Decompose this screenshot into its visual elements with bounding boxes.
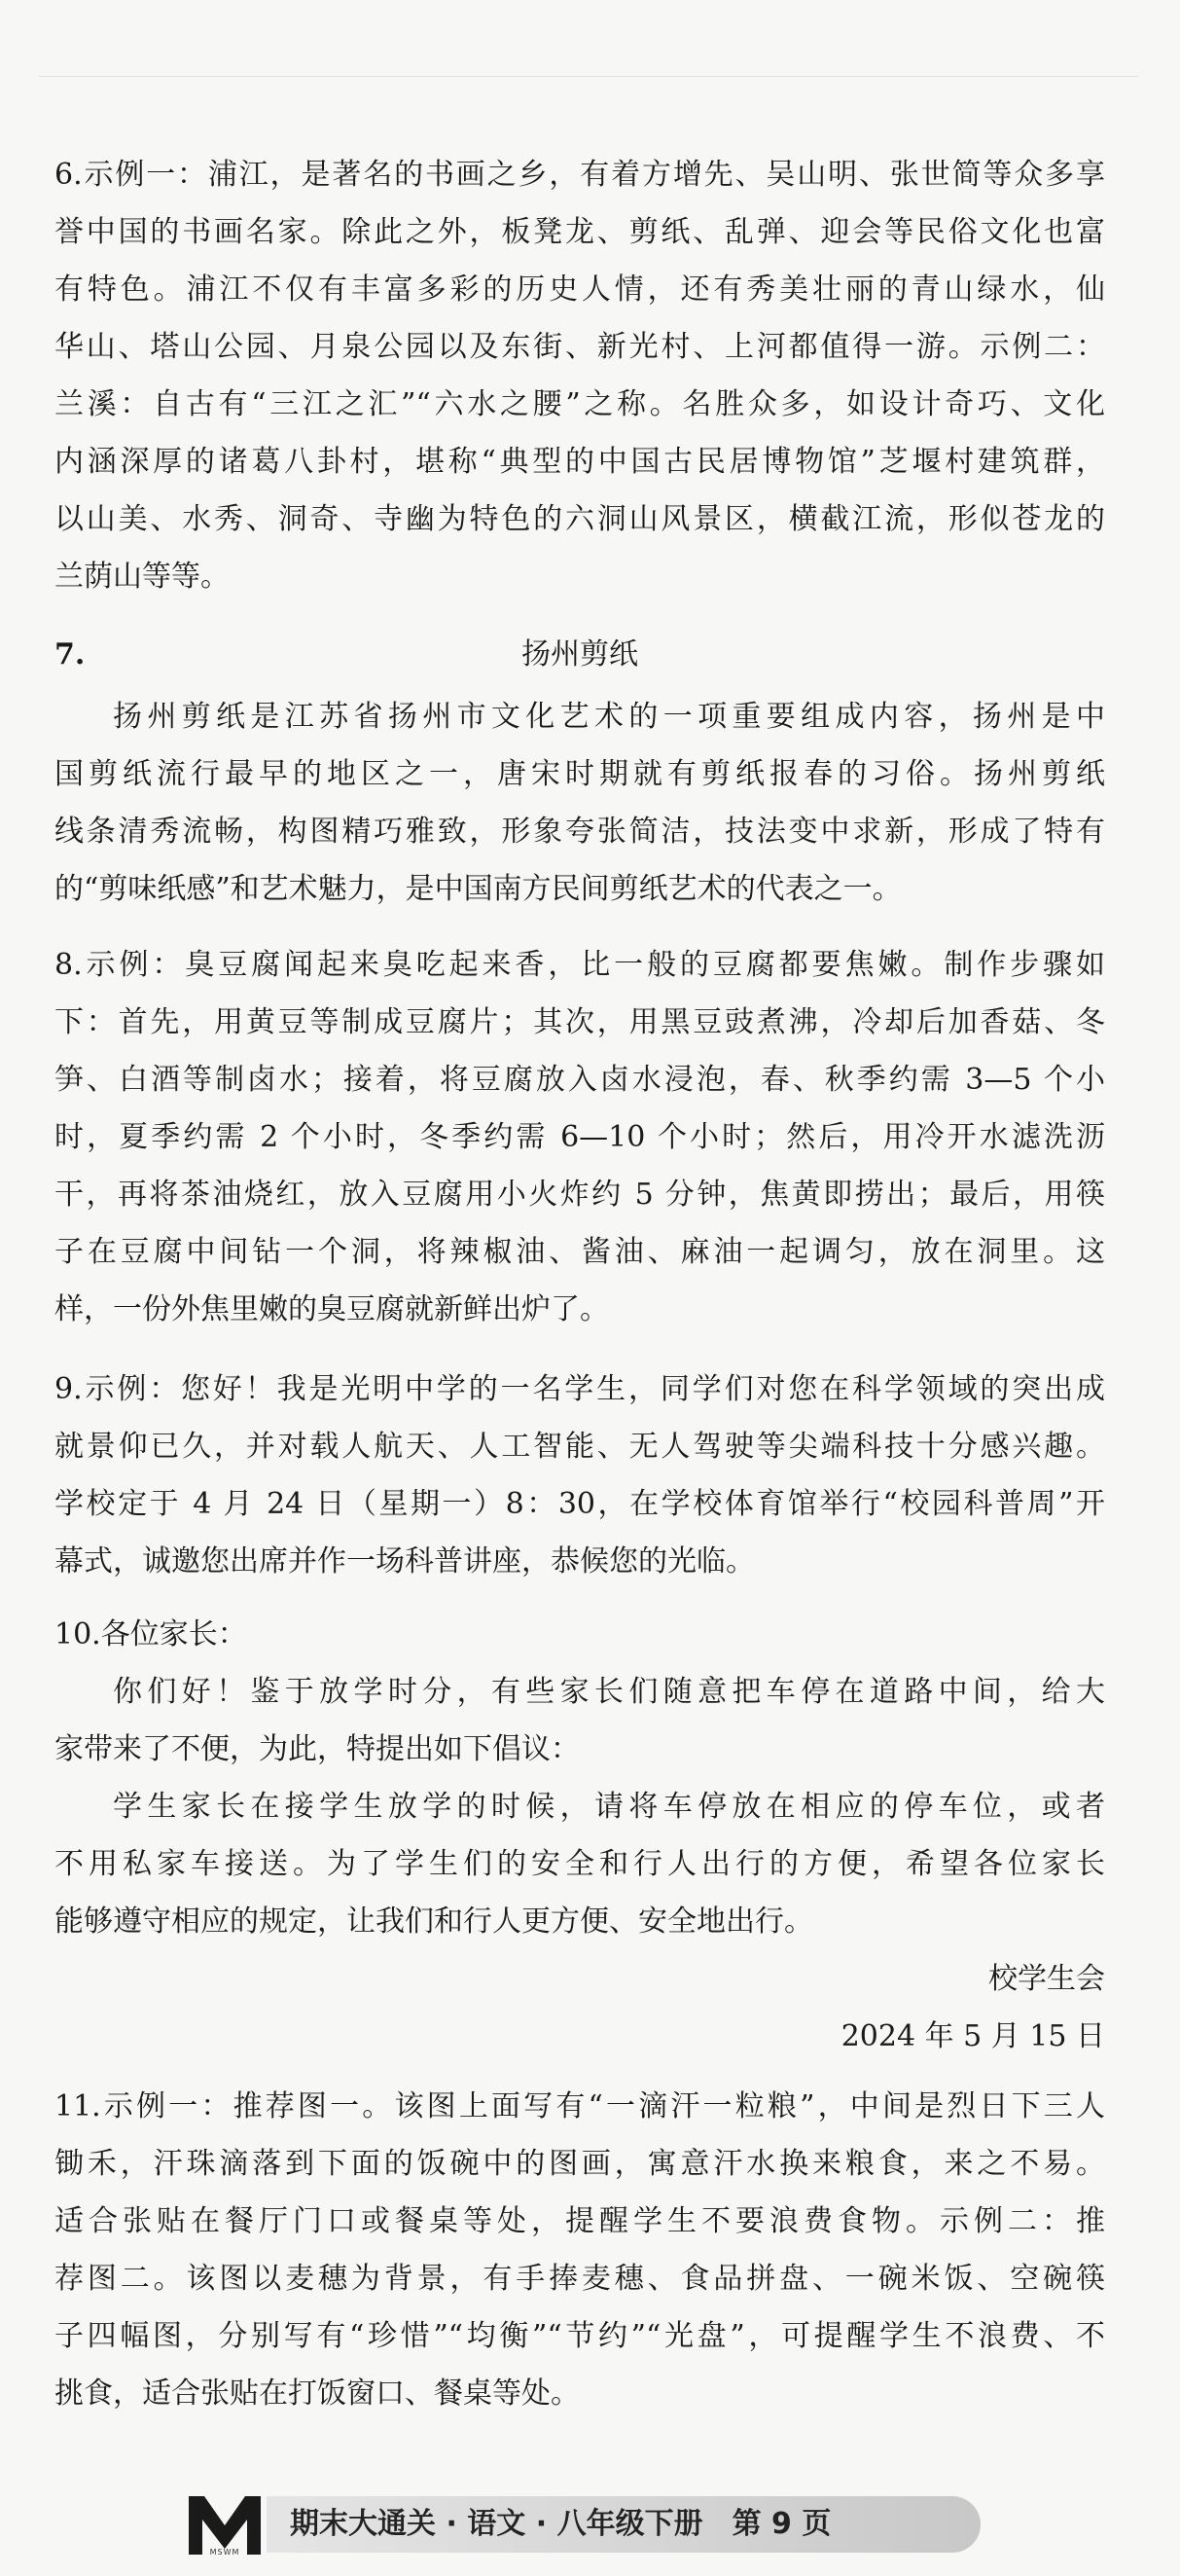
top-divider (39, 76, 1138, 77)
answer-8-line: 时，夏季约需 2 个小时，冬季约需 6—10 个小时；然后，用冷开水滤洗沥 (54, 1120, 1105, 1154)
answer-8-line: 干，再将茶油烧红，放入豆腐用小火炸约 5 分钟，焦黄即捞出；最后，用筷 (54, 1178, 1105, 1212)
answer-6-line: 有特色。浦江不仅有丰富多彩的历史人情，还有秀美壮丽的青山绿水，仙 (54, 272, 1105, 307)
answer-11-line: 11.示例一：推荐图一。该图上面写有“一滴汗一粒粮”，中间是烈日下三人 (54, 2089, 1105, 2123)
answer-11-line: 荐图二。该图以麦穗为背景，有手捧麦穗、食品拼盘、一碗米饭、空碗筷 (54, 2262, 1105, 2296)
answer-9 (54, 1361, 1105, 1590)
answer-9-line: 9.示例：您好！我是光明中学的一名学生，同学们对您在科学领域的突出成 (54, 1372, 1105, 1406)
answer-10 (54, 1606, 1105, 2065)
answer-7-line: 扬州剪纸是江苏省扬州市文化艺术的一项重要组成内容，扬州是中 (113, 700, 1105, 734)
answer-7-line: 国剪纸流行最早的地区之一，唐宋时期就有剪纸报春的习俗。扬州剪纸 (54, 757, 1105, 791)
footer-text: 期末大通关 · 语文 · 八年级下册 第 9 页 (290, 2507, 832, 2541)
answer-6-line: 内涵深厚的诸葛八卦村，堪称“典型的中国古民居博物馆”芝堰村建筑群， (54, 445, 1105, 479)
answer-6-line: 华山、塔山公园、月泉公园以及东街、新光村、上河都值得一游。示例二： (54, 330, 1105, 364)
answer-6-line: 6.示例一：浦江，是著名的书画之乡，有着方增先、吴山明、张世简等众多享 (54, 158, 1105, 192)
answer-7 (54, 688, 1105, 918)
logo-text: MSWM (209, 2548, 240, 2557)
answer-8-line: 笋、白酒等制卤水；接着，将豆腐放入卤水浸泡，春、秋季约需 3—5 个小 (54, 1063, 1105, 1097)
answer-7-title: 扬州剪纸 (521, 637, 638, 671)
answer-11 (54, 2078, 1105, 2422)
answer-10-line: 学生家长在接学生放学的时候，请将车停放在相应的停车位，或者 (113, 1790, 1105, 1824)
answer-10-heading: 10.各位家长： (54, 1617, 247, 1651)
answer-8-line: 8.示例：臭豆腐闻起来臭吃起来香，比一般的豆腐都要焦嫩。制作步骤如 (54, 948, 1105, 982)
answer-7-number: 7. (54, 637, 86, 671)
signature: 校学生会 (988, 1962, 1105, 1996)
answer-7-line: 的“剪味纸感”和艺术魅力，是中国南方民间剪纸艺术的代表之一。 (54, 872, 902, 906)
answer-8-line: 下：首先，用黄豆等制成豆腐片；其次，用黑豆豉煮沸，冷却后加香菇、冬 (54, 1005, 1105, 1039)
answer-6-line: 兰荫山等等。 (54, 560, 230, 594)
footer-bar (183, 2496, 981, 2553)
answer-11-line: 锄禾，汗珠滴落到下面的饭碗中的图画，寓意汗水换来粮食，来之不易。 (54, 2147, 1105, 2181)
answer-10-line: 不用私家车接送。为了学生们的安全和行人出行的方便，希望各位家长 (54, 1847, 1105, 1881)
answer-10-line: 能够遵守相应的规定，让我们和行人更方便、安全地出行。 (54, 1905, 813, 1939)
answer-10-line: 家带来了不便，为此，特提出如下倡议： (54, 1732, 580, 1766)
answer-6-line: 以山美、水秀、洞奇、寺幽为特色的六洞山风景区，横截江流，形似苍龙的 (54, 502, 1105, 536)
answer-11-line: 挑食，适合张贴在打饭窗口、餐桌等处。 (54, 2376, 580, 2411)
answer-8 (54, 936, 1105, 1338)
answer-8-line: 样，一份外焦里嫩的臭豆腐就新鲜出炉了。 (54, 1292, 609, 1326)
answer-8-line: 子在豆腐中间钻一个洞，将辣椒油、酱油、麻油一起调匀，放在洞里。这 (54, 1235, 1105, 1269)
answer-9-line: 幕式，诚邀您出席并作一场科普讲座，恭候您的光临。 (54, 1544, 755, 1578)
answer-7-title-row (54, 626, 1105, 683)
answer-7-line: 线条清秀流畅，构图精巧雅致，形象夸张简洁，技法变中求新，形成了特有 (54, 815, 1105, 849)
answer-10-line: 你们好！鉴于放学时分，有些家长们随意把车停在道路中间，给大 (113, 1675, 1105, 1709)
answer-9-line: 就景仰已久，并对载人航天、人工智能、无人驾驶等尖端科技十分感兴趣。 (54, 1430, 1105, 1464)
answer-6-line: 兰溪：自古有“三江之汇”“六水之腰”之称。名胜众多，如设计奇巧、文化 (54, 387, 1105, 421)
answer-11-line: 子四幅图，分别写有“珍惜”“均衡”“节约”“光盘”，可提醒学生不浪费、不 (54, 2319, 1105, 2353)
answer-9-line: 学校定于 4 月 24 日（星期一）8：30，在学校体育馆举行“校园科普周”开 (54, 1487, 1105, 1521)
answer-6 (54, 146, 1105, 605)
answer-11-line: 适合张贴在餐厅门口或餐桌等处，提醒学生不要浪费食物。示例二：推 (54, 2204, 1105, 2238)
date: 2024 年 5 月 15 日 (840, 2019, 1105, 2053)
answer-6-line: 誉中国的书画名家。除此之外，板凳龙、剪纸、乱弹、迎会等民俗文化也富 (54, 215, 1105, 249)
